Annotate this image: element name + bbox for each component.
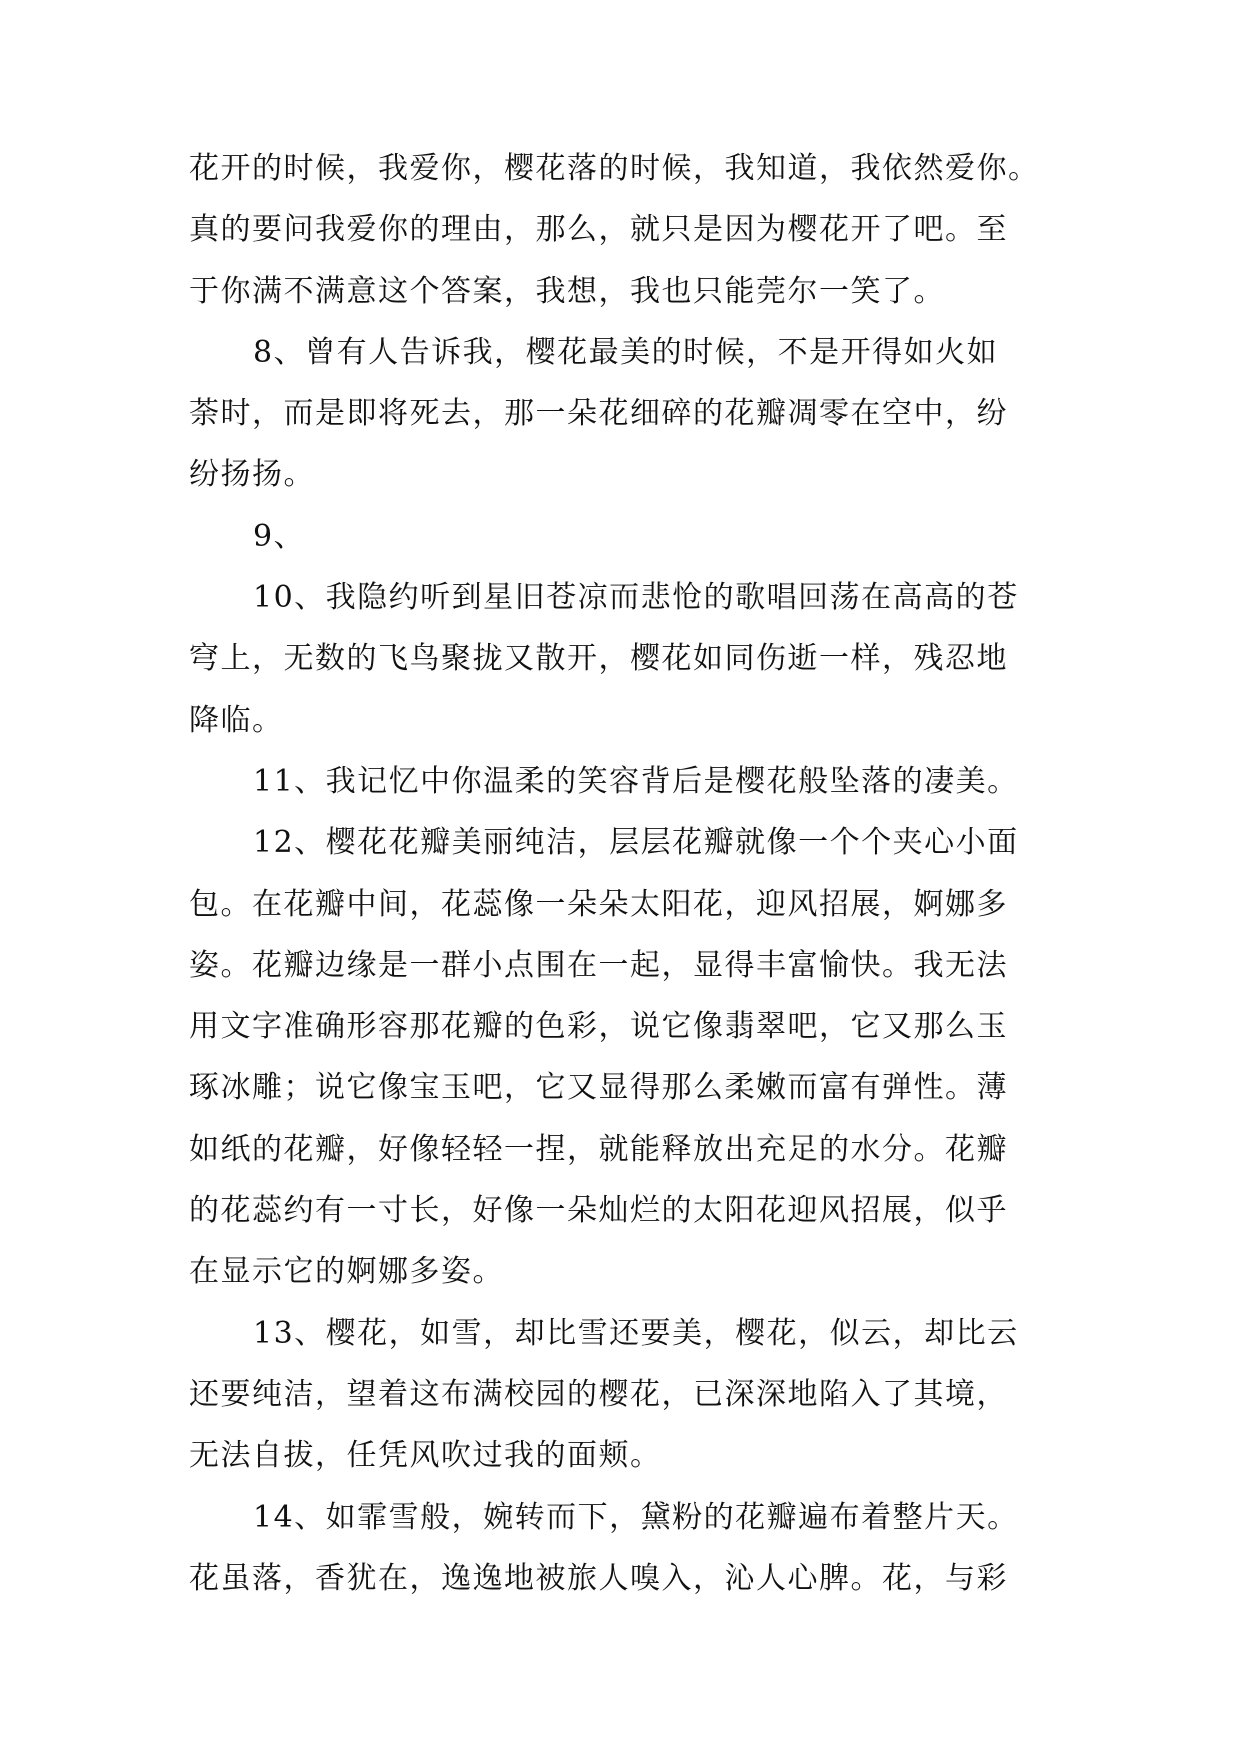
text-line: 12、樱花花瓣美丽纯洁，层层花瓣就像一个个夹心小面 (253, 825, 1019, 861)
text-line: 荼时，而是即将死去，那一朵花细碎的花瓣凋零在空中，纷 (189, 396, 1008, 432)
paragraph-item-9 (189, 506, 1059, 567)
text-line: 在显示它的婀娜多姿。 (189, 1254, 504, 1290)
text-line: 于你满不满意这个答案，我想，我也只能莞尔一笑了。 (189, 273, 945, 309)
text-line: 的花蕊约有一寸长，好像一朵灿烂的太阳花迎风招展，似乎 (189, 1193, 1008, 1229)
paragraph-item-11 (189, 751, 1059, 812)
text-line: 纷扬扬。 (189, 457, 315, 493)
text-line: 13、樱花，如雪，却比雪还要美，樱花，似云，却比云 (253, 1315, 1019, 1351)
text-line: 9、 (253, 518, 306, 554)
text-line: 降临。 (189, 702, 284, 738)
text-line: 10、我隐约听到星旧苍凉而悲怆的歌唱回荡在高高的苍 (253, 580, 1019, 616)
paragraph-item-12 (189, 812, 1059, 1302)
paragraph-intro (189, 138, 1059, 322)
text-line: 姿。花瓣边缘是一群小点围在一起，显得丰富愉快。我无法 (189, 947, 1008, 983)
paragraph-item-13 (189, 1303, 1059, 1487)
text-line: 14、如霏雪般，婉转而下，黛粉的花瓣遍布着整片天。 (253, 1499, 1019, 1535)
text-line: 真的要问我爱你的理由，那么，就只是因为樱花开了吧。至 (189, 212, 1008, 248)
text-line: 无法自拔，任凭风吹过我的面颊。 (189, 1438, 662, 1474)
text-line: 还要纯洁，望着这布满校园的樱花，已深深地陷入了其境， (189, 1376, 1008, 1412)
text-line: 用文字准确形容那花瓣的色彩，说它像翡翠吧，它又那么玉 (189, 1009, 1008, 1045)
text-line: 穹上，无数的飞鸟聚拢又散开，樱花如同伤逝一样，残忍地 (189, 641, 1008, 677)
text-line: 11、我记忆中你温柔的笑容背后是樱花般坠落的凄美。 (253, 763, 1019, 799)
text-line: 如纸的花瓣，好像轻轻一捏，就能释放出充足的水分。花瓣 (189, 1131, 1008, 1167)
paragraph-item-8 (189, 322, 1059, 506)
document-body (189, 138, 1059, 1609)
text-line: 8、曾有人告诉我，樱花最美的时候，不是开得如火如 (253, 334, 999, 370)
text-line: 花虽落，香犹在，逸逸地被旅人嗅入，沁人心脾。花，与彩 (189, 1560, 1008, 1596)
text-line: 琢冰雕；说它像宝玉吧，它又显得那么柔嫩而富有弹性。薄 (189, 1070, 1008, 1106)
text-line: 包。在花瓣中间，花蕊像一朵朵太阳花，迎风招展，婀娜多 (189, 886, 1008, 922)
paragraph-item-14 (189, 1487, 1059, 1610)
text-line: 花开的时候，我爱你，樱花落的时候，我知道，我依然爱你。 (189, 151, 1040, 186)
paragraph-item-10 (189, 567, 1059, 751)
